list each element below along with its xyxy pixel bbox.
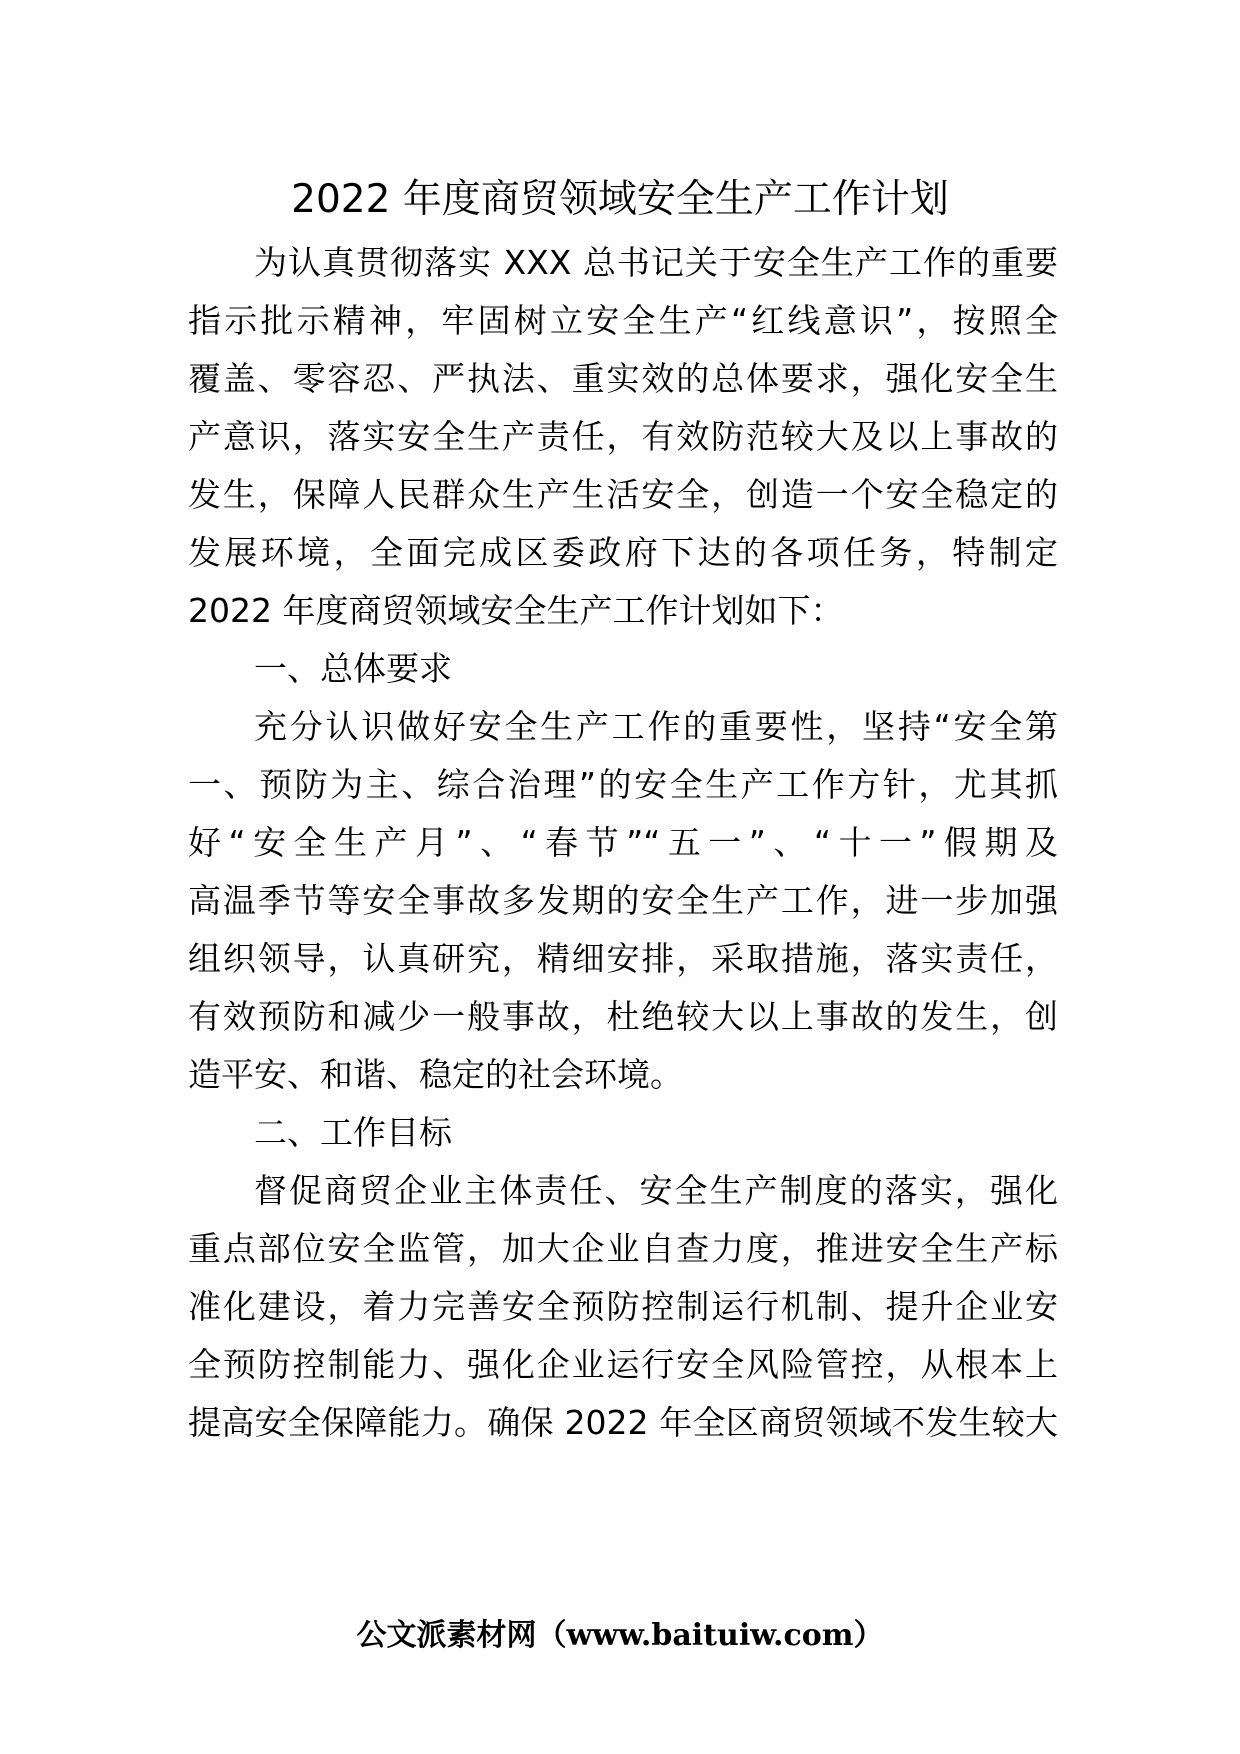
- paragraph-line: 发展环境，全面完成区委政府下达的各项任务，特制定: [188, 533, 1058, 572]
- paragraph-line: 全预防控制能力、强化企业运行安全风险管控，从根本上: [188, 1345, 1058, 1384]
- paragraph-line: 准化建设，着力完善安全预防控制运行机制、提升企业安: [188, 1287, 1058, 1326]
- footer-watermark: 公文派素材网（www.baituiw.com）: [356, 1618, 884, 1653]
- paragraph-line: 好“安全生产月”、“春节”“五一”、“十一”假期及: [188, 823, 1058, 862]
- paragraph-line: 组织领导，认真研究，精细安排，采取措施，落实责任，: [188, 939, 1058, 978]
- paragraph-line: 覆盖、零容忍、严执法、重实效的总体要求，强化安全生: [188, 359, 1058, 398]
- paragraph-line: 提高安全保障能力。确保 2022 年全区商贸领域不发生较大: [188, 1403, 1058, 1442]
- paragraph-line: 一、预防为主、综合治理”的安全生产工作方针，尤其抓: [188, 765, 1058, 804]
- paragraph-line: 发生，保障人民群众生产生活安全，创造一个安全稳定的: [188, 475, 1058, 514]
- paragraph-line: 充分认识做好安全生产工作的重要性，坚持“安全第: [254, 707, 1058, 746]
- paragraph-line: 重点部位安全监管，加大企业自查力度，推进安全生产标: [188, 1229, 1058, 1268]
- paragraph-line: 有效预防和减少一般事故，杜绝较大以上事故的发生，创: [188, 997, 1058, 1036]
- paragraph-line: 造平安、和谐、稳定的社会环境。: [188, 1055, 683, 1094]
- section-heading: 一、总体要求: [254, 649, 452, 688]
- section-heading: 二、工作目标: [254, 1113, 452, 1152]
- paragraph-line: 督促商贸企业主体责任、安全生产制度的落实，强化: [254, 1171, 1058, 1210]
- paragraph-line: 为认真贯彻落实 XXX 总书记关于安全生产工作的重要: [254, 243, 1058, 282]
- paragraph-line: 指示批示精神，牢固树立安全生产“红线意识”，按照全: [188, 301, 1058, 340]
- paragraph-line: 2022 年度商贸领域安全生产工作计划如下：: [188, 591, 844, 630]
- paragraph-line: 高温季节等安全事故多发期的安全生产工作，进一步加强: [188, 881, 1058, 920]
- paragraph-line: 产意识，落实安全生产责任，有效防范较大及以上事故的: [188, 417, 1058, 456]
- document-title: 2022 年度商贸领域安全生产工作计划: [291, 177, 949, 222]
